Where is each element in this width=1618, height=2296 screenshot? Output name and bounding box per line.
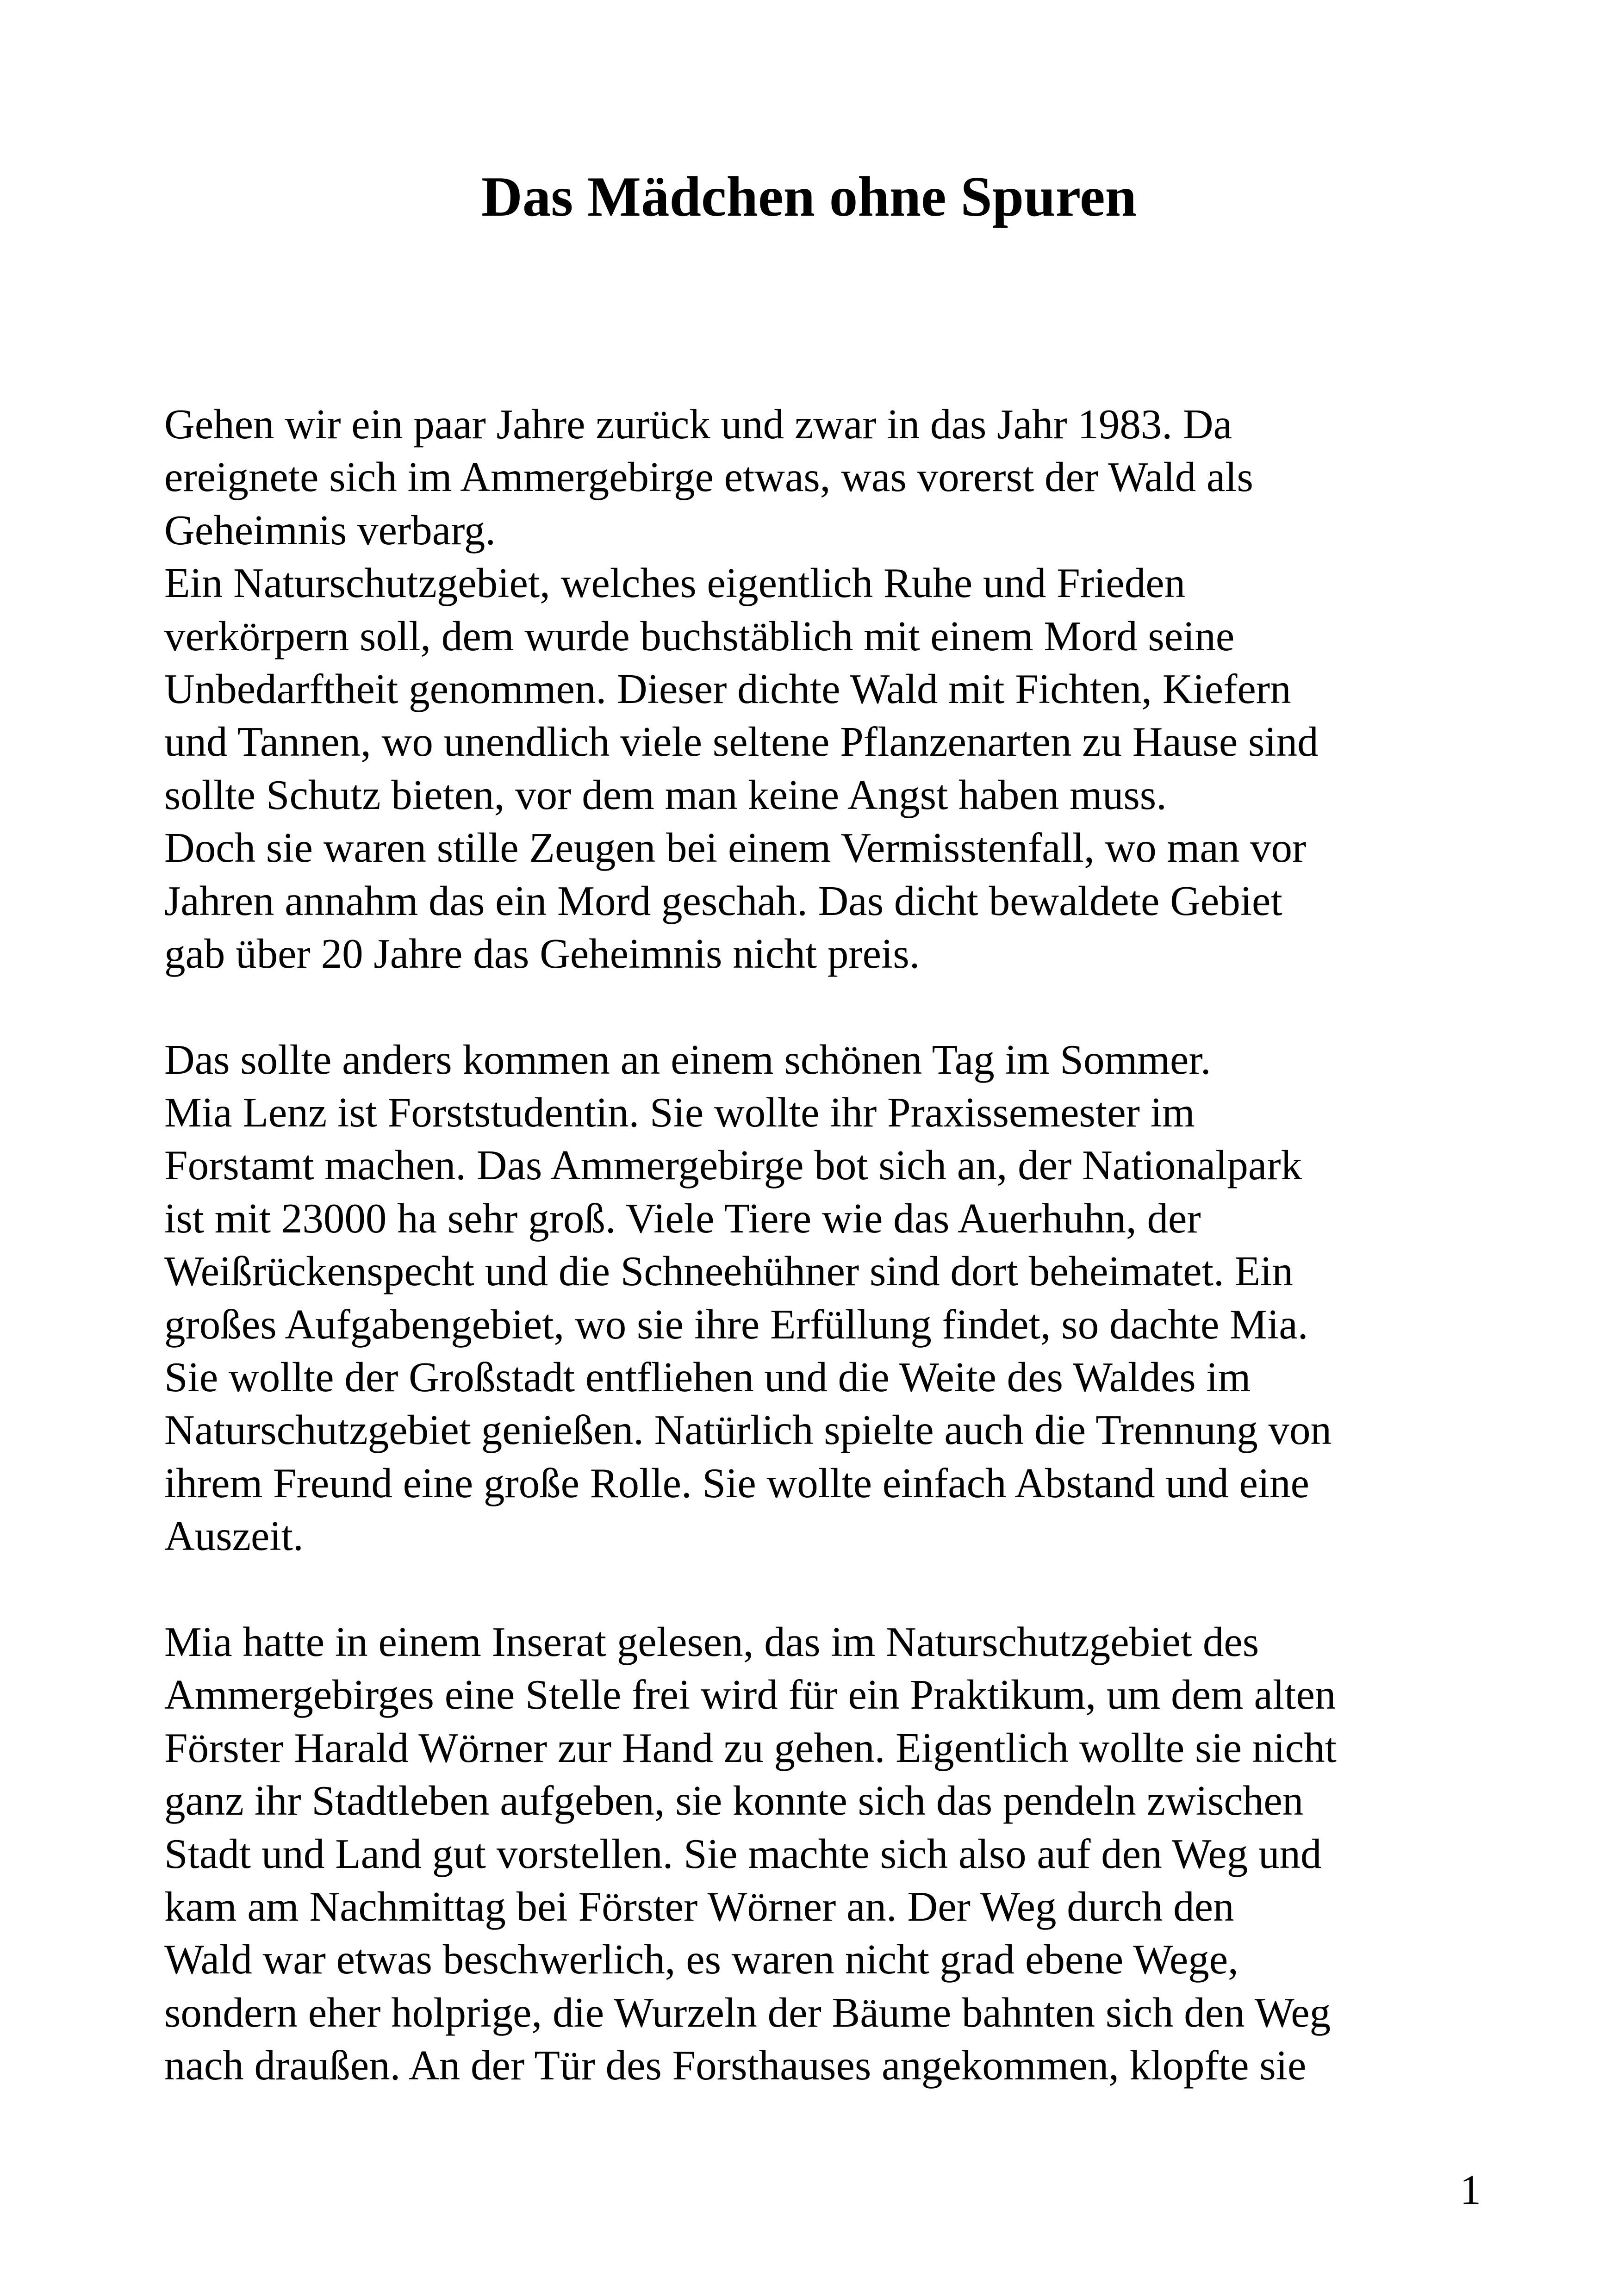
text-line: Auszeit. [164, 1512, 304, 1560]
document-title: Das Mädchen ohne Spuren [481, 165, 1137, 228]
text-line: Das sollte anders kommen an einem schönen Tag im Sommer. [164, 1036, 1211, 1083]
text-line: Doch sie waren stille Zeugen bei einem Vermisstenfall, wo man vor [164, 824, 1307, 871]
text-line: Jahren annahm das ein Mord geschah. Das dicht bewaldete Gebiet [164, 877, 1282, 924]
text-line: Sie wollte der Großstadt entfliehen und die Weite des Waldes im [164, 1354, 1251, 1401]
text-line: verkörpern soll, dem wurde buchstäblich mit einem Mord seine [164, 612, 1235, 660]
text-line: Förster Harald Wörner zur Hand zu gehen. Eigentlich wollte sie nicht [164, 1724, 1337, 1771]
text-line: sondern eher holprige, die Wurzeln der Bäume bahnten sich den Weg [164, 1989, 1331, 2036]
text-line: Forstamt machen. Das Ammergebirge bot sich an, der Nationalpark [164, 1142, 1302, 1189]
text-line: Weißrückenspecht und die Schneehühner sind dort beheimatet. Ein [164, 1248, 1293, 1295]
text-line: ihrem Freund eine große Rolle. Sie wollte einfach Abstand und eine [164, 1459, 1310, 1506]
paragraph-2 [164, 1033, 1479, 1563]
text-line: sollte Schutz bieten, vor dem man keine Angst haben muss. [164, 771, 1167, 818]
paragraph-1 [164, 398, 1479, 980]
text-line: großes Aufgabengebiet, wo sie ihre Erfüllung findet, so dachte Mia. [164, 1300, 1308, 1348]
text-line: Mia Lenz ist Forststudentin. Sie wollte ihr Praxissemester im [164, 1089, 1195, 1136]
text-line: ist mit 23000 ha sehr groß. Viele Tiere wie das Auerhuhn, der [164, 1195, 1201, 1242]
text-line: und Tannen, wo unendlich viele seltene Pflanzenarten zu Hause sind [164, 718, 1319, 765]
text-line: Unbedarftheit genommen. Dieser dichte Wald mit Fichten, Kiefern [164, 665, 1291, 712]
text-line: ereignete sich im Ammergebirge etwas, was vorerst der Wald als [164, 454, 1253, 501]
text-line: Ammergebirges eine Stelle frei wird für ein Praktikum, um dem alten [164, 1671, 1336, 1718]
text-line: Mia hatte in einem Inserat gelesen, das im Naturschutzgebiet des [164, 1618, 1259, 1665]
page-number: 1 [1460, 2166, 1481, 2213]
text-line: ganz ihr Stadtleben aufgeben, sie konnte sich das pendeln zwischen [164, 1777, 1304, 1824]
text-line: gab über 20 Jahre das Geheimnis nicht preis. [164, 930, 920, 977]
paragraph-spacer [164, 1563, 1479, 1616]
paragraph-spacer [164, 980, 1479, 1033]
text-line: Wald war etwas beschwerlich, es waren nicht grad ebene Wege, [164, 1936, 1238, 1983]
text-line: Ein Naturschutzgebiet, welches eigentlich Ruhe und Frieden [164, 560, 1186, 607]
document-body [164, 398, 1479, 2092]
text-line: Stadt und Land gut vorstellen. Sie machte sich also auf den Weg und [164, 1830, 1322, 1877]
text-line: Geheimnis verbarg. [164, 506, 496, 554]
text-line: Gehen wir ein paar Jahre zurück und zwar in das Jahr 1983. Da [164, 401, 1232, 448]
text-line: Naturschutzgebiet genießen. Natürlich spielte auch die Trennung von [164, 1406, 1332, 1454]
paragraph-3 [164, 1616, 1479, 2092]
text-line: nach draußen. An der Tür des Forsthauses angekommen, klopfte sie [164, 2042, 1307, 2089]
text-line: kam am Nachmittag bei Förster Wörner an. Der Weg durch den [164, 1883, 1234, 1930]
